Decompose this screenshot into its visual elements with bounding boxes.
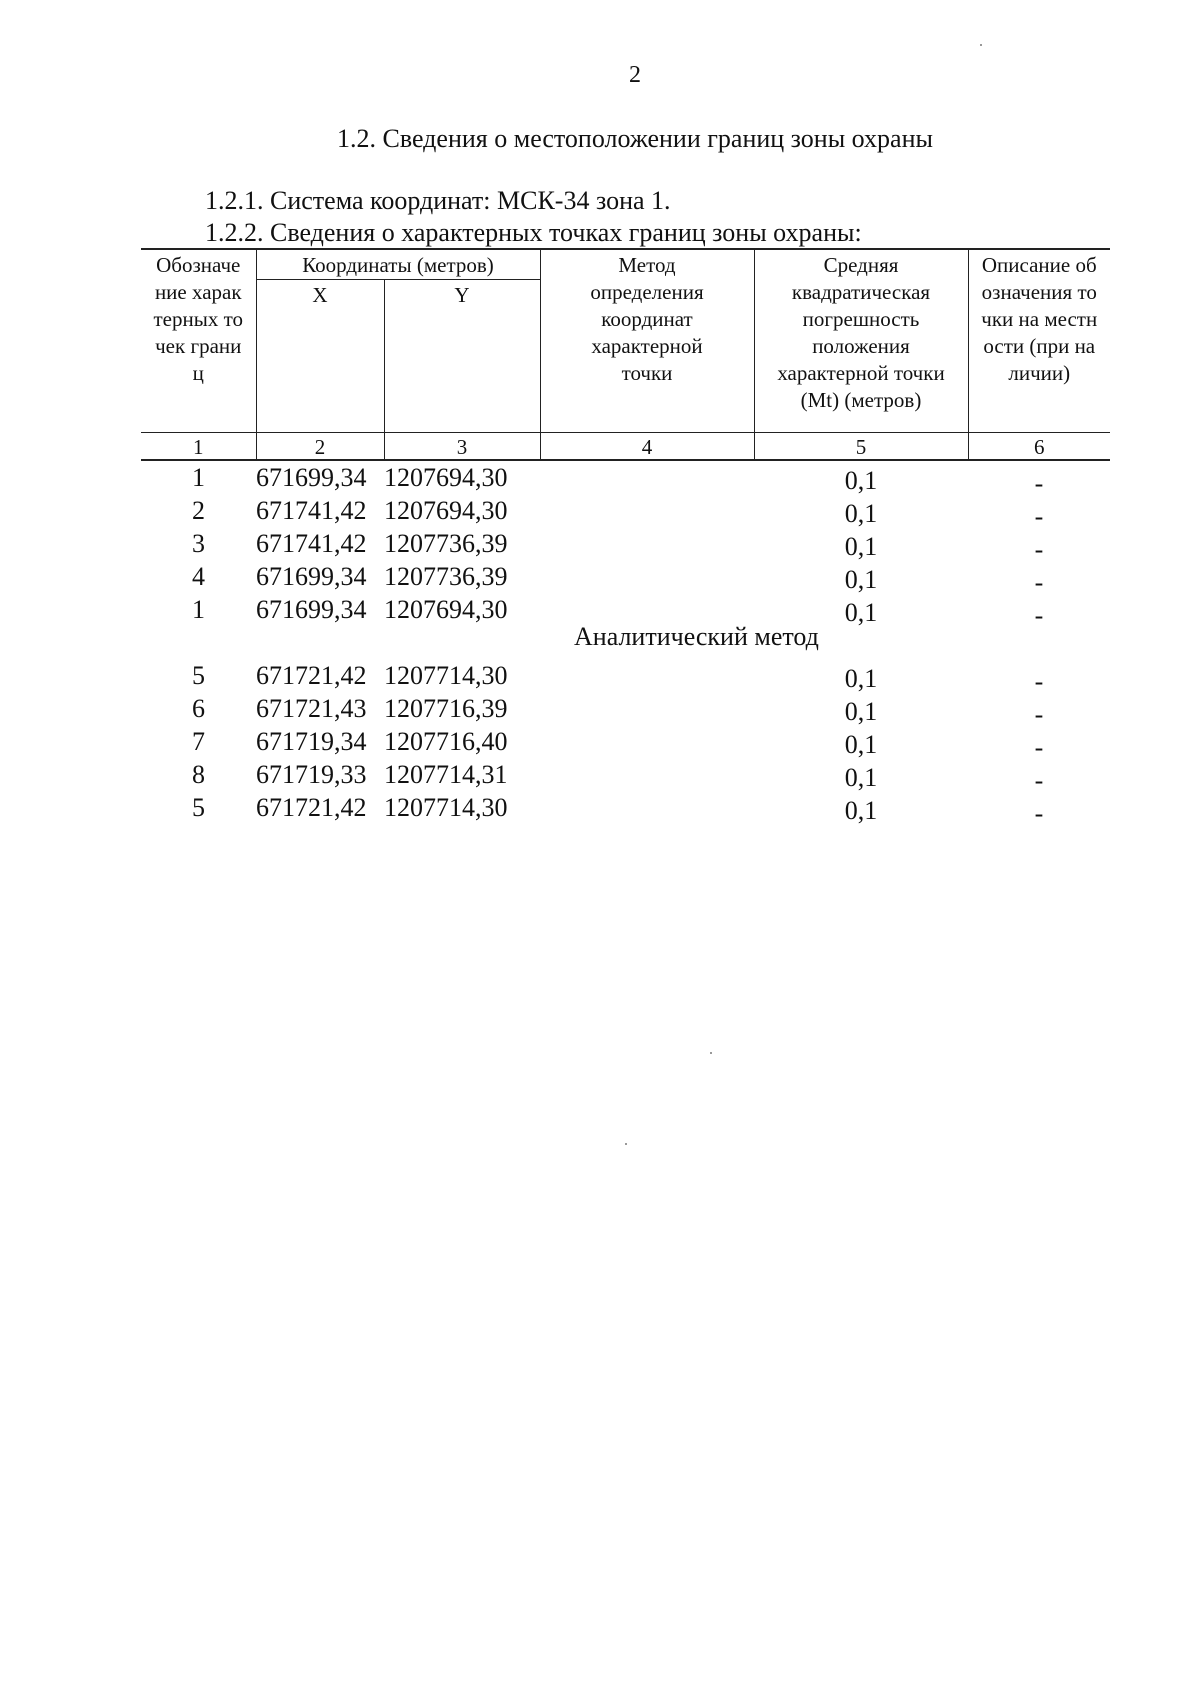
scan-speck [625, 1143, 627, 1145]
cell-point: 1 [192, 463, 205, 492]
table-header-row [141, 249, 1110, 280]
cell-description: - [1034, 799, 1044, 828]
cell-error: 0,1 [844, 532, 878, 561]
cell-error: 0,1 [844, 796, 878, 825]
scan-speck [710, 1052, 712, 1054]
points-heading: 1.2.2. Сведения о характерных точках границ зоны охраны: [205, 218, 862, 247]
table-row [141, 460, 1110, 494]
column-numbers-row [141, 433, 1110, 461]
cell-description: - [1034, 601, 1044, 630]
header-description: Описание обозначения точки на местности (при наличии) [968, 249, 1110, 433]
header-mean-error: Средняя квадратическая погрешность положения характерной точки (Mt) (метров) [754, 249, 968, 433]
cell-error: 0,1 [844, 598, 878, 627]
cell-error: 0,1 [844, 565, 878, 594]
cell-x: 671721,42 [256, 661, 367, 690]
cell-description: - [1034, 535, 1044, 564]
cell-x: 671699,34 [256, 595, 367, 624]
cell-x: 671719,33 [256, 760, 367, 789]
cell-y: 1207694,30 [384, 496, 508, 525]
header-y: Y [384, 280, 540, 433]
section-title: 1.2. Сведения о местоположении границ зоны охраны [337, 124, 933, 153]
cell-x: 671741,42 [256, 529, 367, 558]
cell-description: - [1034, 502, 1044, 531]
column-number: 6 [968, 433, 1110, 461]
cell-error: 0,1 [844, 466, 878, 495]
cell-point: 4 [192, 562, 205, 591]
cell-point: 5 [192, 793, 205, 822]
scan-speck [980, 44, 982, 46]
cell-method: Аналитический метод [574, 622, 819, 651]
cell-point: 7 [192, 727, 205, 756]
cell-point: 8 [192, 760, 205, 789]
cell-y: 1207694,30 [384, 595, 508, 624]
cell-y: 1207714,30 [384, 661, 508, 690]
cell-y: 1207736,39 [384, 529, 508, 558]
column-number: 4 [540, 433, 754, 461]
cell-x: 671721,43 [256, 694, 367, 723]
cell-description: - [1034, 469, 1044, 498]
cell-point: 1 [192, 595, 205, 624]
cell-x: 671719,34 [256, 727, 367, 756]
cell-point: 6 [192, 694, 205, 723]
cell-y: 1207716,39 [384, 694, 508, 723]
cell-description: - [1034, 733, 1044, 762]
column-number: 1 [141, 433, 256, 461]
cell-point: 5 [192, 661, 205, 690]
header-point-designation: Обозначение характерных точек границ [141, 249, 256, 433]
cell-error: 0,1 [844, 730, 878, 759]
cell-x: 671699,34 [256, 463, 367, 492]
cell-y: 1207714,31 [384, 760, 508, 789]
cell-description: - [1034, 667, 1044, 696]
cell-error: 0,1 [844, 664, 878, 693]
cell-y: 1207716,40 [384, 727, 508, 756]
cell-y: 1207714,30 [384, 793, 508, 822]
header-coordinates: Координаты (метров) [256, 249, 540, 280]
cell-y: 1207736,39 [384, 562, 508, 591]
cell-description: - [1034, 568, 1044, 597]
header-x: X [256, 280, 384, 433]
boundary-points-table [141, 248, 1110, 828]
column-number: 3 [384, 433, 540, 461]
cell-description: - [1034, 700, 1044, 729]
cell-y: 1207694,30 [384, 463, 508, 492]
cell-error: 0,1 [844, 499, 878, 528]
cell-description: - [1034, 766, 1044, 795]
column-number: 2 [256, 433, 384, 461]
column-number: 5 [754, 433, 968, 461]
cell-x: 671721,42 [256, 793, 367, 822]
cell-point: 2 [192, 496, 205, 525]
page-number: 2 [629, 62, 641, 88]
cell-x: 671699,34 [256, 562, 367, 591]
header-method: Метод определения координат характерной точки [540, 249, 754, 433]
cell-error: 0,1 [844, 697, 878, 726]
cell-x: 671741,42 [256, 496, 367, 525]
cell-error: 0,1 [844, 763, 878, 792]
coord-system-line: 1.2.1. Система координат: МСК-34 зона 1. [205, 186, 671, 215]
cell-point: 3 [192, 529, 205, 558]
